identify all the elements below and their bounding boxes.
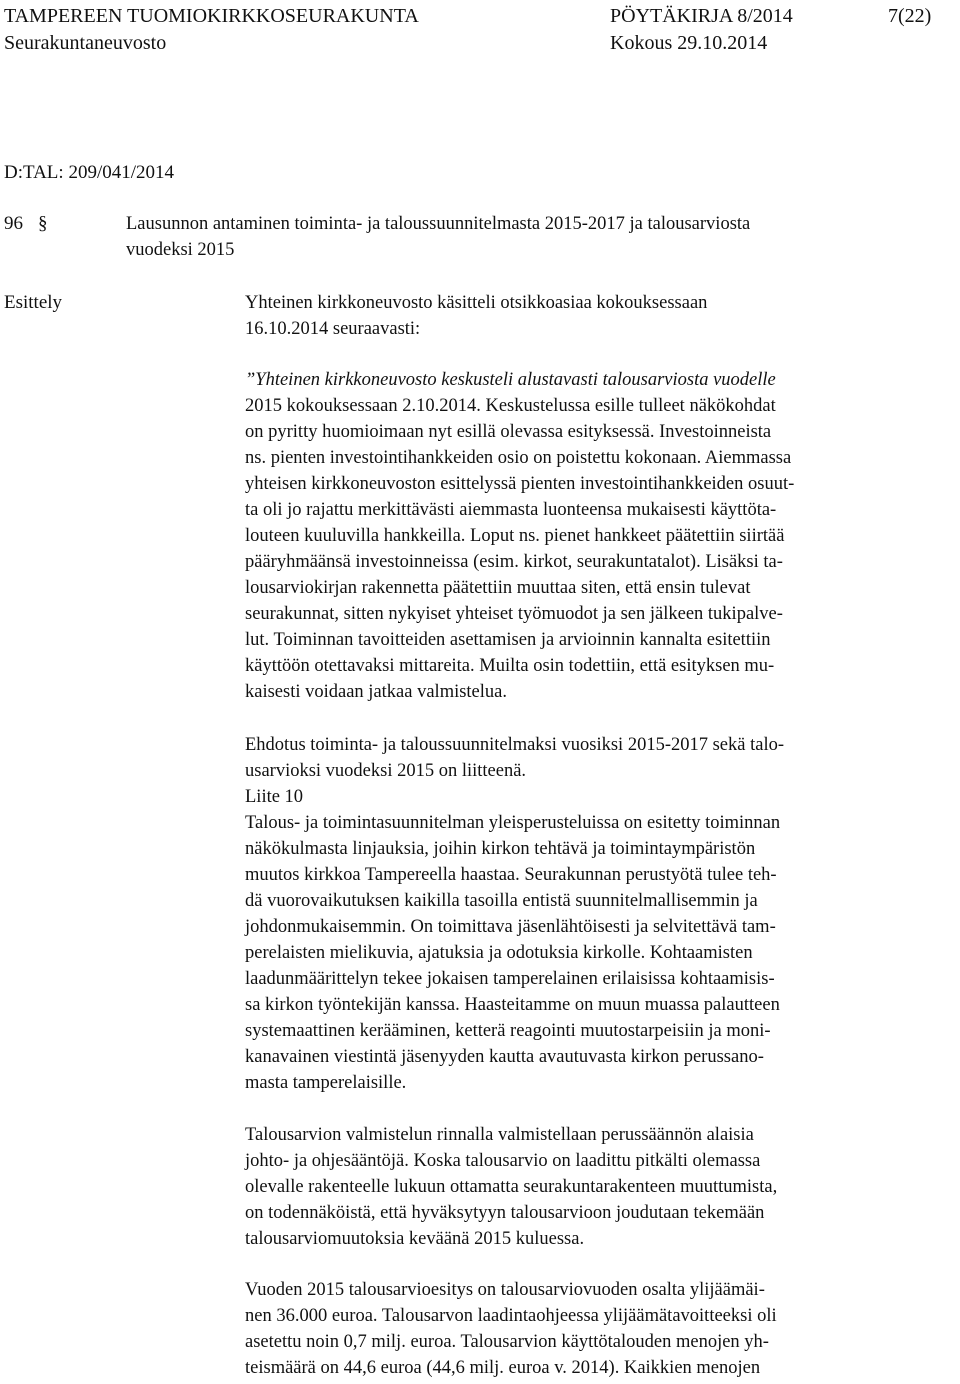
text-line: nen 36.000 euroa. Talousarvon laadintaohjeessa ylijäämätavoitteeksi oli <box>245 1306 777 1326</box>
header-meeting-date: Kokous 29.10.2014 <box>610 32 768 54</box>
text-line: johdonmukaisemmin. On toimittava jäsenlähtöisesti ja selvitettävä tam- <box>245 917 776 937</box>
text-line: ns. pienten investointihankkeiden osio on poistettu kokonaan. Aiemmassa <box>245 448 792 468</box>
text-line: talousarviomuutoksia keväänä 2015 kuluessa. <box>245 1229 585 1249</box>
text-line: on todennäköistä, että hyväksytyyn talousarvioon joudutaan tekemään <box>245 1203 765 1223</box>
intro-paragraph <box>245 290 707 342</box>
section-title <box>126 211 750 263</box>
text-line: Ehdotus toiminta- ja taloussuunnitelmaksi vuosiksi 2015-2017 sekä talo- <box>245 735 785 755</box>
section-symbol: § <box>38 213 48 234</box>
text-line: on pyritty huomioimaan nyt esillä olevassa esityksessä. Investoinneista <box>245 422 772 442</box>
attachment-reference: Liite 10 <box>245 787 304 807</box>
header-body: Seurakuntaneuvosto <box>4 32 167 54</box>
header-page-number: 7(22) <box>888 5 932 27</box>
text-line: Talous- ja toimintasuunnitelman yleisperusteluissa on esitetty toiminnan <box>245 813 781 833</box>
text-line: lut. Toiminnan tavoitteiden asettamisen ja arvioinnin kannalta esitettiin <box>245 630 771 650</box>
text-line: lousarviokirjan rakennetta päätettiin muuttaa siten, että ensin tulevat <box>245 578 751 598</box>
quote-first-line: ”Yhteinen kirkkoneuvosto keskusteli alustavasti talousarviosta vuodelle <box>245 370 776 390</box>
text-line: asetettu noin 0,7 milj. euroa. Talousarvion käyttötalouden menojen yh- <box>245 1332 769 1352</box>
text-line: johto- ja ohjesääntöjä. Koska talousarvio on laadittu pitkälti olemassa <box>245 1151 761 1171</box>
text-line: pääryhmäänsä investoinneissa (esim. kirkot, seurakuntatalot). Lisäksi ta- <box>245 552 783 572</box>
text-line: seurakunnat, sitten nykyiset yhteiset työmuodot ja sen jälkeen tukipalve- <box>245 604 783 624</box>
text-line: usarvioksi vuodeksi 2015 on liitteenä. <box>245 761 527 781</box>
section-title-line: Lausunnon antaminen toiminta- ja taloussuunnitelmasta 2015-2017 ja talousarviosta <box>126 214 751 234</box>
text-line: masta tamperelaisille. <box>245 1073 407 1093</box>
text-line: näkökulmasta linjauksia, joihin kirkon tehtävä ja toimintaympäristön <box>245 839 756 859</box>
presentation-label: Esittely <box>4 292 63 313</box>
text-line: olevalle rakenteelle lukuun ottamatta seurakuntarakenteen muuttumista, <box>245 1177 778 1197</box>
text-line: kanavainen viestintä jäsenyyden kautta avautuvasta kirkon perussano- <box>245 1047 764 1067</box>
quoted-paragraph <box>245 367 794 705</box>
text-line: louteen kuuluvilla hankkeilla. Loput ns. pienet hankkeet päätettiin siirtää <box>245 526 785 546</box>
diary-number: D:TAL: 209/041/2014 <box>4 162 174 183</box>
text-line: 16.10.2014 seuraavasti: <box>245 319 421 339</box>
text-line: muutos kirkkoa Tampereella haastaa. Seurakunnan perustyötä tulee teh- <box>245 865 777 885</box>
section-title-line: vuodeksi 2015 <box>126 240 235 260</box>
budget-paragraph <box>245 1122 777 1252</box>
text-line: 2015 kokouksessaan 2.10.2014. Keskustelussa esille tulleet näkökohdat <box>245 396 776 416</box>
text-line: perelaisten mielikuvia, ajatuksia ja odotuksia kirkolle. Kohtaamisten <box>245 943 753 963</box>
text-line: teismäärä on 44,6 euroa (44,6 milj. euroa v. 2014). Kaikkien menojen <box>245 1358 761 1378</box>
text-line: Yhteinen kirkkoneuvosto käsitteli otsikkoasiaa kokouksessaan <box>245 293 708 313</box>
result-paragraph <box>245 1277 777 1381</box>
text-line: dä vuorovaikutuksen kaikilla tasoilla entistä suunnitelmallisemmin ja <box>245 891 758 911</box>
text-line: sa kirkon työntekijän kanssa. Haasteitamme on muun muassa palautteen <box>245 995 780 1015</box>
header-document-number: PÖYTÄKIRJA 8/2014 <box>610 5 793 27</box>
text-line: systemaattinen kerääminen, ketterä reagointi muutostarpeisiin ja moni- <box>245 1021 771 1041</box>
text-line: Vuoden 2015 talousarvioesitys on talousarviovuoden osalta ylijäämäi- <box>245 1280 765 1300</box>
text-line: yhteisen kirkkoneuvoston esittelyssä pienten investointihankkeiden osuut- <box>245 474 795 494</box>
text-line: kaisesti voidaan jatkaa valmistelua. <box>245 682 507 702</box>
text-line: Talousarvion valmistelun rinnalla valmistellaan perussäännön alaisia <box>245 1125 754 1145</box>
header-organization: TAMPEREEN TUOMIOKIRKKOSEURAKUNTA <box>4 5 419 27</box>
text-line: laadunmäärittelyn tekee jokaisen tamperelainen erilaisissa kohtaamisis- <box>245 969 775 989</box>
proposal-paragraph <box>245 732 784 1096</box>
text-line: käyttöön otettavaksi mittareita. Muilta osin todettiin, että esityksen mu- <box>245 656 775 676</box>
section-number: 96 <box>4 213 23 234</box>
text-line: ta oli jo rajattu merkittävästi aiemmasta luonteensa mukaisesti käyttöta- <box>245 500 777 520</box>
